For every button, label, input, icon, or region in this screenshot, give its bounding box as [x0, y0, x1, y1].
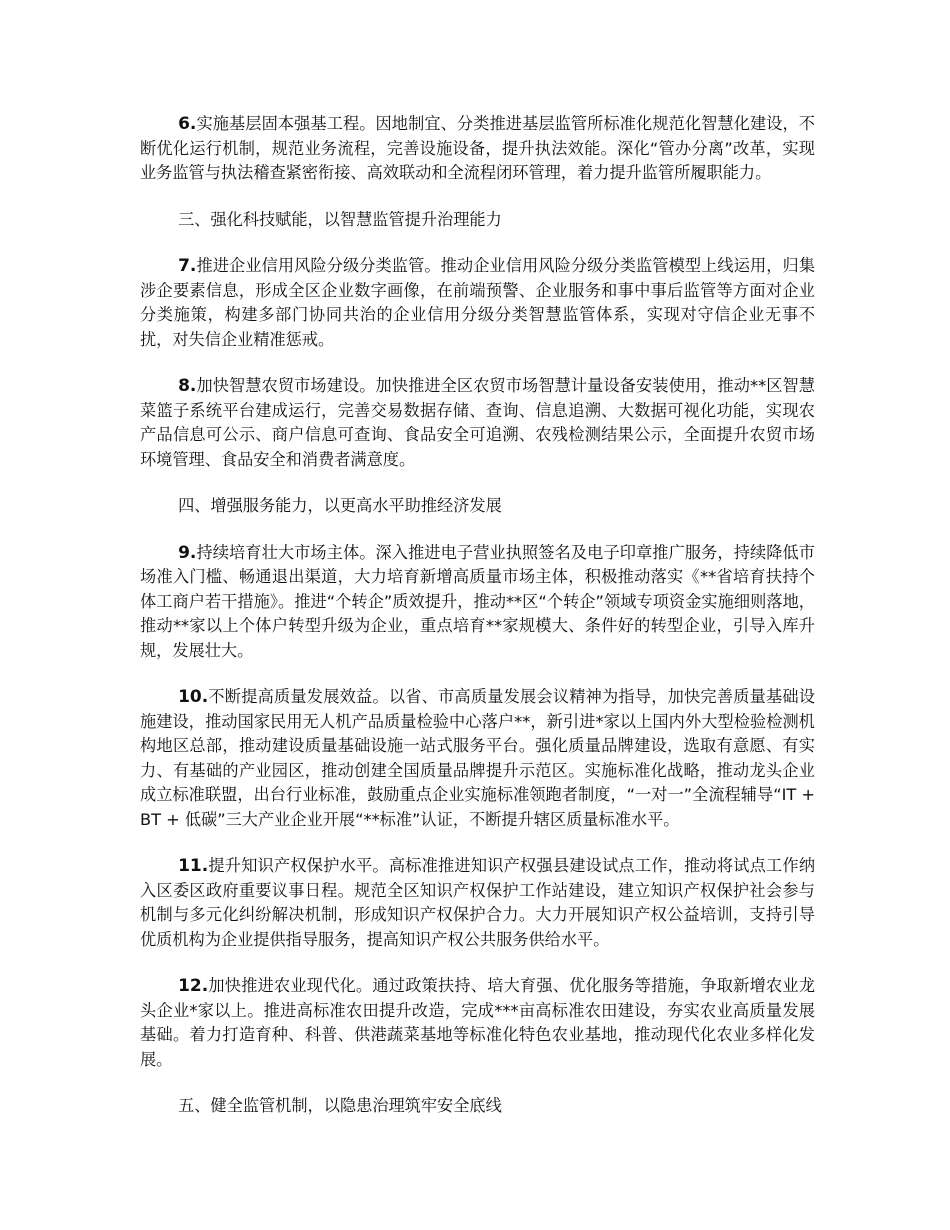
item-lead: 持续培育壮大市场主体。 [196, 542, 376, 562]
paragraph-item-8 [140, 374, 815, 472]
document-body [140, 112, 815, 1141]
item-number: 10. [178, 687, 209, 707]
item-lead: 不断提高质量发展效益。 [208, 687, 389, 706]
item-number: 12. [178, 976, 209, 996]
section-heading-4: 四、增强服务能力，以更高水平助推经济发展 [178, 496, 502, 515]
item-number: 6. [178, 114, 197, 134]
paragraph-item-6 [140, 112, 815, 186]
item-number: 9. [178, 542, 197, 563]
paragraph-item-12 [140, 974, 815, 1072]
item-number: 7. [178, 256, 197, 276]
section-heading-5: 五、健全监管机制，以隐患治理筑牢安全底线 [178, 1096, 502, 1115]
item-text: 以省、市高质量发展会议精神为指导，加快完善质量基础设施建设，推动国家民用无人机产品质量检验中心落户**，新引进*家以上国内外大型检验检测机构地区总部，推动建设质量基础设施一站式服务平台。强化质量品牌建设，选取有意愿、有实力、有基础的产业园区，推动创建全国质量品牌提升示范区。实施标准化战略，推动龙头企业成立标准联盟，出台行业标准，鼓励重点企业实施标准领跑者制度，“一对一”全流程辅导“IT + BT + 低碳”三大产业企业开展“**标准”认证，不断提升辖区质量标准水平。 [140, 687, 816, 829]
paragraph-item-11 [140, 854, 815, 952]
paragraph-item-10 [140, 685, 815, 832]
item-text: 高标准推进知识产权强县建设试点工作，推动将试点工作纳入区委区政府重要议事日程。规范全区知识产权保护工作站建设，建立知识产权保护社会参与机制与多元化纠纷解决机制，形成知识产权保护合力。大力开展知识产权公益培训，支持引导优质机构为企业提供指导服务，提高知识产权公共服务供给水平。 [140, 856, 816, 949]
item-number: 11. [178, 856, 209, 876]
section-heading-3: 三、强化科技赋能，以智慧监管提升治理能力 [178, 209, 502, 229]
item-text: 加快推进全区农贸市场智慧计量设备安装使用，推动**区智慧菜篮子系统平台建成运行，完善交易数据存储、查询、信息追溯、大数据可视化功能，实现农产品信息可公示、商户信息可查询、食品安全可追溯、农残检测结果公示，全面提升农贸市场环境管理、食品安全和消费者满意度。 [140, 376, 815, 469]
item-text: 因地制宜、分类推进基层监管所标准化规范化智慧化建设，不断优化运行机制，规范业务流程，完善设施设备，提升执法效能。深化“管办分离”改革，实现业务监管与执法稽查紧密衔接、高效联动和全流程闭环管理，着力提升监管所履职能力。 [140, 114, 815, 182]
item-number: 8. [178, 376, 197, 396]
item-lead: 提升知识产权保护水平。 [208, 856, 389, 875]
item-lead: 加快智慧农贸市场建设。 [196, 376, 376, 395]
paragraph-item-7 [140, 254, 815, 352]
item-text: 推动企业信用风险分级分类监管模型上线运用，归集涉企要素信息，形成全区企业数字画像，在前端预警、企业服务和事中事后监管等方面对企业分类施策，构建多部门协同共治的企业信用分级分类智慧监管体系，实现对守信企业无事不扰，对失信企业精准惩戒。 [140, 256, 816, 349]
paragraph-item-9 [140, 541, 815, 664]
item-text: 通过政策扶持、培大育强、优化服务等措施，争取新增农业龙头企业*家以上。推进高标准农田提升改造，完成***亩高标准农田建设，夯实农业高质量发展基础。着力打造育种、科普、供港蔬菜基地等标准化特色农业基地，推动现代化农业多样化发展。 [140, 976, 816, 1069]
item-lead: 实施基层固本强基工程。 [196, 114, 376, 133]
item-lead: 加快推进农业现代化。 [208, 976, 373, 995]
item-lead: 推进企业信用风险分级分类监管。 [196, 256, 441, 275]
item-text: 深入推进电子营业执照签名及电子印章推广服务，持续降低市场准入门槛、畅通退出渠道，大力培育新增高质量市场主体，积极推动落实《**省培育扶持个体工商户若干措施》。推进“个转企”质效提升，推动**区“个转企”领域专项资金实施细则落地，推动**家以上个体户转型升级为企业，重点培育**家规模大、条件好的转型企业，引导入库升规，发展壮大。 [140, 542, 815, 660]
